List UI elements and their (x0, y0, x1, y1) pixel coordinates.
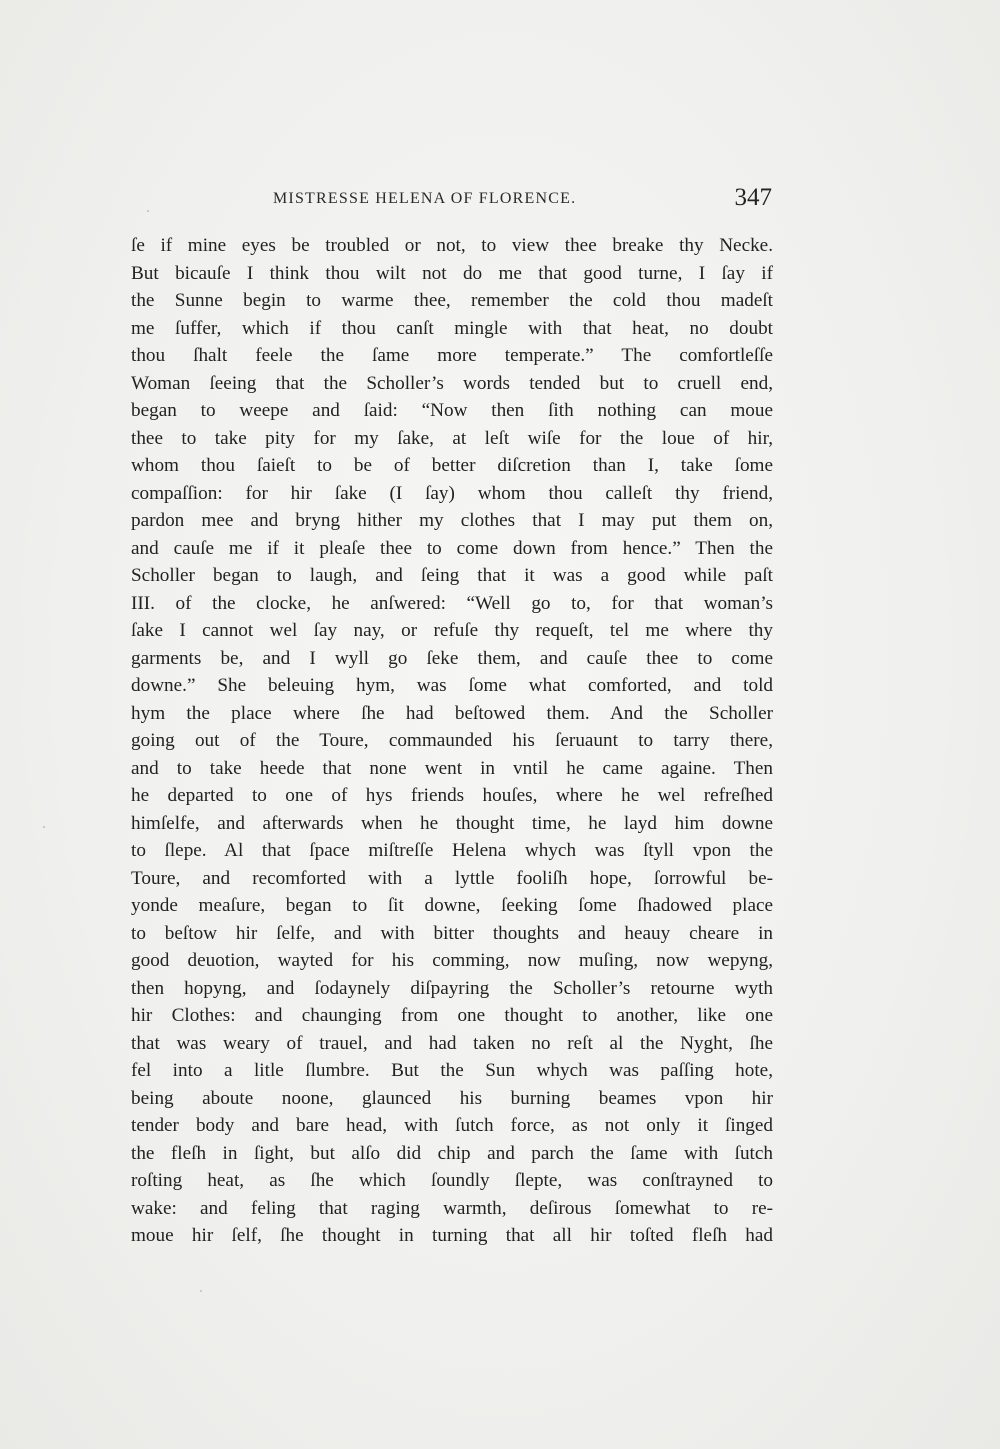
text-line: yonde meaſure, began to ſit downe, ſeeking ſome ſhadowed place (131, 895, 773, 916)
text-line: being aboute noone, glaunced his burning beames vpon hir (131, 1087, 773, 1109)
text-line: whom thou ſaieſt to be of better diſcretion than I, take ſome (131, 455, 773, 476)
text-line: roſting heat, as ſhe which ſoundly ſlepte, was conſtrayned to (131, 1170, 773, 1191)
text-line: thou ſhalt feele the ſame more temperate.” The comfortleſſe (131, 345, 773, 366)
text-line: garments be, and I wyll go ſeke them, and cauſe thee to come (131, 647, 773, 669)
text-line: Toure, and recomforted with a lyttle fooliſh hope, ſorrowful be- (131, 867, 773, 889)
text-line: wake: and feling that raging warmth, deſirous ſomewhat to re- (131, 1197, 773, 1219)
text-line: going out of the Toure, commaunded his ſeruaunt to tarry there, (131, 730, 773, 751)
text-line: me ſuffer, which if thou canſt mingle with that heat, no doubt (131, 317, 773, 339)
text-line: But bicauſe I think thou wilt not do me that good turne, I ſay if (131, 262, 773, 284)
paper-speck (43, 826, 45, 828)
text-line: Scholler began to laugh, and ſeing that it was a good while paſt (131, 565, 773, 586)
running-title: MISTRESSE HELENA OF FLORENCE. (273, 190, 577, 207)
text-line: pardon mee and bryng hither my clothes that I may put them on, (131, 510, 773, 531)
paper-speck (200, 1290, 202, 1292)
text-line: himſelfe, and afterwards when he thought time, he layd him downe (131, 812, 773, 834)
text-line: the Sunne begin to warme thee, remember the cold thou madeſt (131, 290, 773, 311)
text-line: then hopyng, and ſodaynely diſpayring the Scholler’s retourne wyth (131, 977, 773, 999)
text-line: began to weepe and ſaid: “Now then ſith nothing can moue (131, 400, 773, 421)
text-line: hir Clothes: and chaunging from one thought to another, like one (131, 1005, 773, 1026)
text-line: ſe if mine eyes be troubled or not, to view thee breake thy Necke. (131, 235, 773, 256)
text-line: and cauſe me if it pleaſe thee to come down from hence.” Then the (131, 537, 773, 559)
text-line: good deuotion, wayted for his comming, now muſing, now wepyng, (131, 950, 773, 971)
text-line: hym the place where ſhe had beſtowed them. And the Scholler (131, 702, 773, 724)
text-line: compaſſion: for hir ſake (I ſay) whom thou calleſt thy friend, (131, 482, 773, 504)
text-line: to beſtow hir ſelfe, and with bitter thoughts and heauy cheare in (131, 922, 773, 944)
text-line: and to take heede that none went in vntil he came againe. Then (131, 757, 773, 779)
text-line: moue hir ſelf, ſhe thought in turning that all hir toſted fleſh had (131, 1225, 773, 1246)
paper-speck (147, 210, 149, 212)
page-number: 347 (734, 184, 772, 211)
body-text (131, 232, 773, 1250)
text-line: the fleſh in ſight, but alſo did chip and parch the ſame with ſutch (131, 1142, 773, 1164)
text-line: thee to take pity for my ſake, at leſt wiſe for the loue of hir, (131, 427, 773, 449)
text-line: downe.” She beleuing hym, was ſome what comforted, and told (131, 675, 773, 696)
text-line: ſake I cannot wel ſay nay, or refuſe thy requeſt, tel me where thy (131, 620, 773, 641)
text-line: tender body and bare head, with ſutch force, as not only it ſinged (131, 1115, 773, 1136)
text-line: III. of the clocke, he anſwered: “Well go to, for that woman’s (131, 592, 773, 614)
text-line: he departed to one of hys friends houſes, where he wel refreſhed (131, 785, 773, 806)
text-line: that was weary of trauel, and had taken no reſt al the Nyght, ſhe (131, 1032, 773, 1054)
text-line: to ſlepe. Al that ſpace miſtreſſe Helena whych was ſtyll vpon the (131, 840, 773, 861)
text-line: Woman ſeeing that the Scholler’s words tended but to cruell end, (131, 372, 773, 394)
page-header (130, 186, 772, 216)
text-line: fel into a litle ſlumbre. But the Sun whych was paſſing hote, (131, 1060, 773, 1081)
